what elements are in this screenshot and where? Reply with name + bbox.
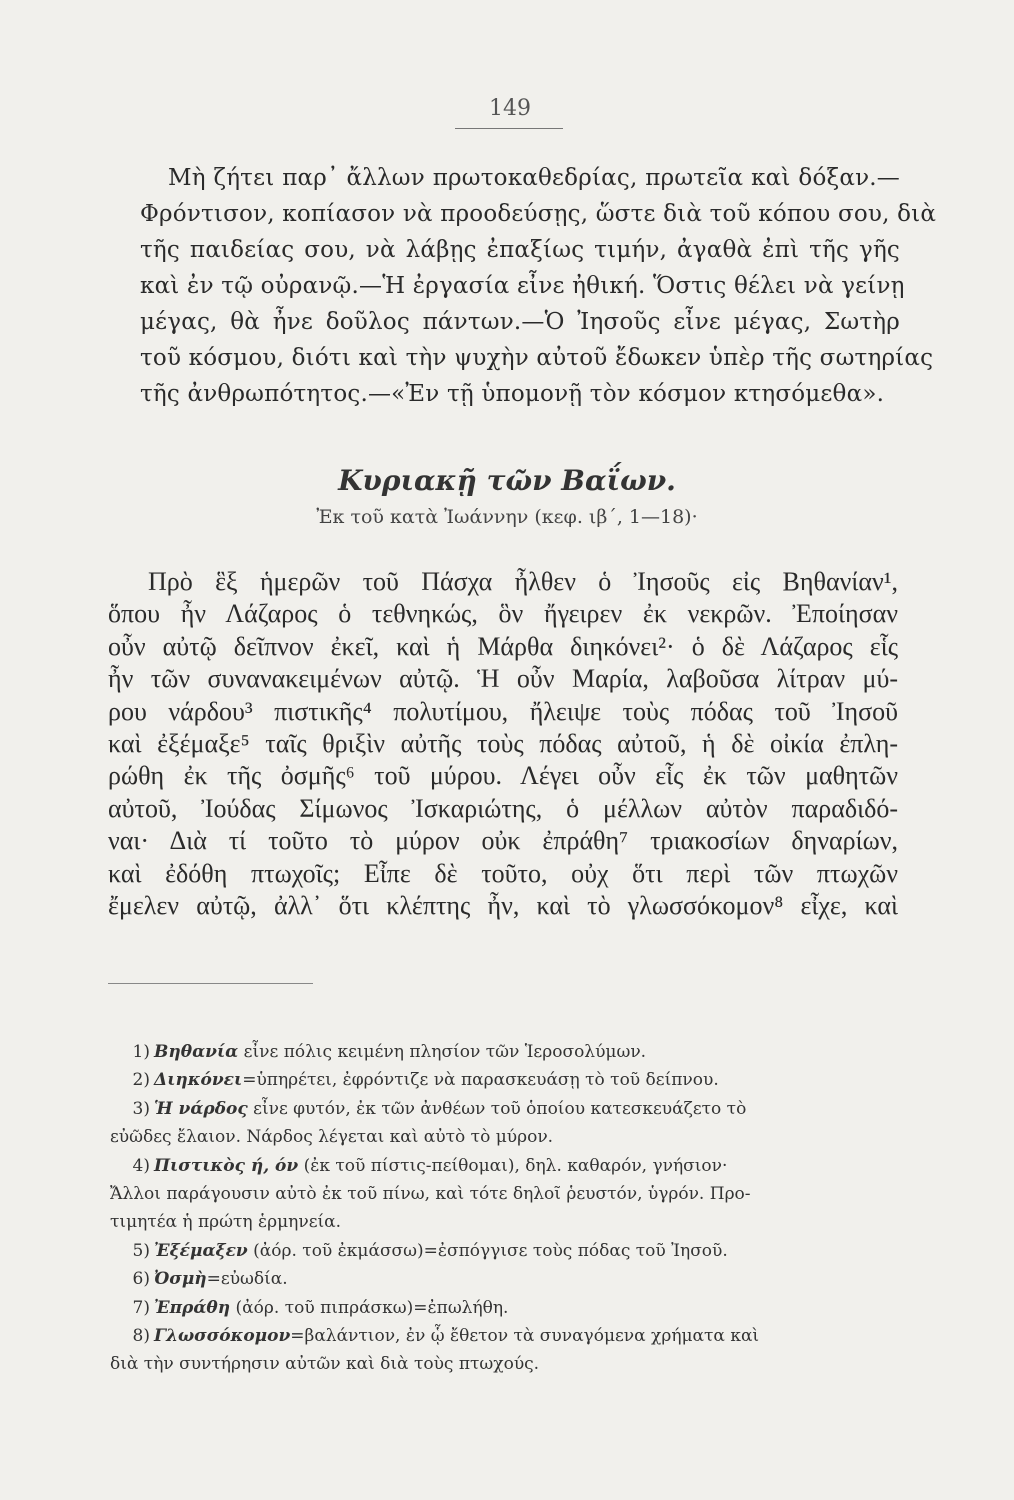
footnote-continuation: εὐῶδες ἔλαιον. Νάρδος λέγεται καὶ αὐτὸ τὸ μύρον. bbox=[110, 1127, 554, 1148]
footnote-term: Βηθανία bbox=[154, 1042, 239, 1062]
footnote bbox=[110, 1038, 890, 1066]
text-line: καὶ ἐδόθη πτωχοῖς; Εἶπε δὲ τοῦτο, οὐχ ὅτι περὶ τῶν πτωχῶν bbox=[108, 858, 898, 888]
footnote-number: 6) bbox=[132, 1269, 150, 1290]
footnote-continuation: διὰ τὴν συντήρησιν αὐτῶν καὶ διὰ τοὺς πτωχούς. bbox=[110, 1354, 540, 1375]
footnote-term: Ἐπράθη bbox=[154, 1297, 231, 1318]
section-heading: Κυριακῇ τῶν Βαΐων. bbox=[338, 464, 676, 497]
gospel-paragraph bbox=[108, 566, 898, 922]
text-line: τῆς παιδείας σου, νὰ λάβῃς ἐπαξίως τιμήν, ἀγαθὰ ἐπὶ τῆς γῆς bbox=[140, 237, 900, 263]
text-line: τοῦ κόσμου, διότι καὶ τὴν ψυχὴν αὐτοῦ ἔδωκεν ὑπὲρ τῆς σωτηρίας bbox=[140, 345, 934, 371]
footnote-text: =εὐωδία. bbox=[206, 1269, 288, 1290]
footnote-number: 3) bbox=[132, 1098, 150, 1119]
footnote-term: Πιστικὸς ή, όν bbox=[154, 1155, 299, 1176]
page-number: 149 bbox=[489, 96, 531, 121]
footnote-term: Ἐξέμαξεν bbox=[154, 1240, 248, 1261]
footnote-text: (ἀόρ. τοῦ ἐκμάσσω)=ἐσπόγγισε τοὺς πόδας τοῦ Ἰησοῦ. bbox=[247, 1240, 728, 1261]
footnote-number: 5) bbox=[132, 1240, 150, 1261]
footnote-text: =ὑπηρέτει, ἐφρόντιζε νὰ παρασκευάσῃ τὸ τοῦ δείπνου. bbox=[242, 1070, 719, 1091]
footnote-number: 7) bbox=[132, 1297, 150, 1318]
footnote-term: Ἡ νάρδος bbox=[154, 1098, 248, 1119]
footnote-text: =βαλάντιον, ἐν ᾧ ἔθετον τὰ συναγόμενα χρήματα καὶ bbox=[290, 1326, 760, 1347]
footnote-text: εἶνε πόλις κειμένη πλησίον τῶν Ἱεροσολύμων. bbox=[238, 1042, 647, 1062]
intro-paragraph bbox=[140, 160, 937, 412]
text-line: αὐτοῦ, Ἰούδας Σίμωνος Ἰσκαριώτης, ὁ μέλλων αὐτὸν παραδιδό- bbox=[108, 793, 898, 823]
footnote-number: 4) bbox=[132, 1155, 150, 1176]
footnote bbox=[110, 1294, 890, 1322]
footnote-continuation: τιμητέα ἡ πρώτη ἑρμηνεία. bbox=[110, 1212, 342, 1233]
text-line: μέγας, θὰ ἦνε δοῦλος πάντων.—Ὁ Ἰησοῦς εἶνε μέγας, Σωτὴρ bbox=[140, 309, 900, 335]
text-line: καὶ ἐν τῷ οὐρανῷ.—Ἡ ἐργασία εἶνε ἠθική. Ὅστις θέλει νὰ γείνῃ bbox=[140, 273, 905, 299]
footnote bbox=[110, 1322, 890, 1350]
footnote-text: εἶνε φυτόν, ἐκ τῶν ἀνθέων τοῦ ὁποίου κατεσκευάζετο τὸ bbox=[247, 1098, 747, 1119]
text-line: τῆς ἀνθρωπότητος.—«Ἐν τῇ ὑπομονῇ τὸν κόσμον κτησόμεθα». bbox=[140, 381, 885, 407]
footnote-number: 8) bbox=[132, 1326, 150, 1347]
footnote bbox=[110, 1265, 890, 1293]
footnote-term: Γλωσσόκομον bbox=[154, 1326, 291, 1347]
page-number-rule bbox=[455, 128, 563, 129]
text-line: ἦν τῶν συνανακειμένων αὐτῷ. Ἡ οὖν Μαρία, λαβοῦσα λίτραν μύ- bbox=[108, 664, 898, 694]
text-line: ὅπου ἦν Λάζαρος ὁ τεθνηκώς, ὃν ἤγειρεν ἐκ νεκρῶν. Ἐποίησαν bbox=[108, 599, 898, 629]
text-line: οὖν αὐτῷ δεῖπνον ἐκεῖ, καὶ ἡ Μάρθα διηκόνει²· ὁ δὲ Λάζαρος εἷς bbox=[108, 631, 898, 661]
footnote-continuation: Ἄλλοι παράγουσιν αὐτὸ ἐκ τοῦ πίνω, καὶ τότε δηλοῖ ῥευστόν, ὑγρόν. Προ- bbox=[110, 1184, 751, 1205]
text-line: ρώθη ἐκ τῆς ὀσμῆς⁶ τοῦ μύρου. Λέγει οὖν εἷς ἐκ τῶν μαθητῶν bbox=[108, 761, 898, 791]
footnote-number: 2) bbox=[132, 1070, 150, 1091]
footnote bbox=[110, 1152, 890, 1180]
footnotes bbox=[110, 1038, 890, 1379]
text-line: Φρόντισον, κοπίασον νὰ προοδεύσῃς, ὥστε διὰ τοῦ κόπου σου, διὰ bbox=[140, 201, 937, 227]
text-line: Μὴ ζήτει παρ᾽ ἄλλων πρωτοκαθεδρίας, πρωτεῖα καὶ δόξαν.— bbox=[168, 165, 900, 191]
text-line: ρου νάρδου³ πιστικῆς⁴ πολυτίμου, ἤλειψε τοὺς πόδας τοῦ Ἰησοῦ bbox=[108, 696, 898, 726]
text-line: ἔμελεν αὐτῷ, ἀλλ᾽ ὅτι κλέπτης ἦν, καὶ τὸ γλωσσόκομον⁸ εἶχε, καὶ bbox=[108, 891, 898, 921]
footnote-term: Ὀσμὴ bbox=[154, 1269, 207, 1290]
footnote bbox=[110, 1066, 890, 1094]
section-subheading: Ἐκ τοῦ κατὰ Ἰωάννην (κεφ. ιβ΄, 1—18)· bbox=[316, 506, 698, 528]
footnote-text: (ἀόρ. τοῦ πιπράσκω)=ἐπωλήθη. bbox=[230, 1297, 509, 1318]
text-line: καὶ ἐξέμαξε⁵ ταῖς θριξὶν αὐτῆς τοὺς πόδας αὐτοῦ, ἡ δὲ οἰκία ἐπλη- bbox=[108, 729, 898, 759]
footnote-rule bbox=[108, 983, 313, 984]
text-line: Πρὸ ἓξ ἡμερῶν τοῦ Πάσχα ἦλθεν ὁ Ἰησοῦς εἰς Βηθανίαν¹, bbox=[148, 567, 898, 596]
footnote-number: 1) bbox=[132, 1042, 150, 1062]
text-line: ναι· Διὰ τί τοῦτο τὸ μύρον οὐκ ἐπράθη⁷ τριακοσίων δηναρίων, bbox=[108, 826, 898, 856]
footnote bbox=[110, 1095, 890, 1123]
footnote-term: Διηκόνει bbox=[154, 1070, 243, 1091]
footnote bbox=[110, 1237, 890, 1265]
footnote-text: (ἐκ τοῦ πίστις-πείθομαι), δηλ. καθαρόν, γνήσιον· bbox=[298, 1155, 728, 1176]
